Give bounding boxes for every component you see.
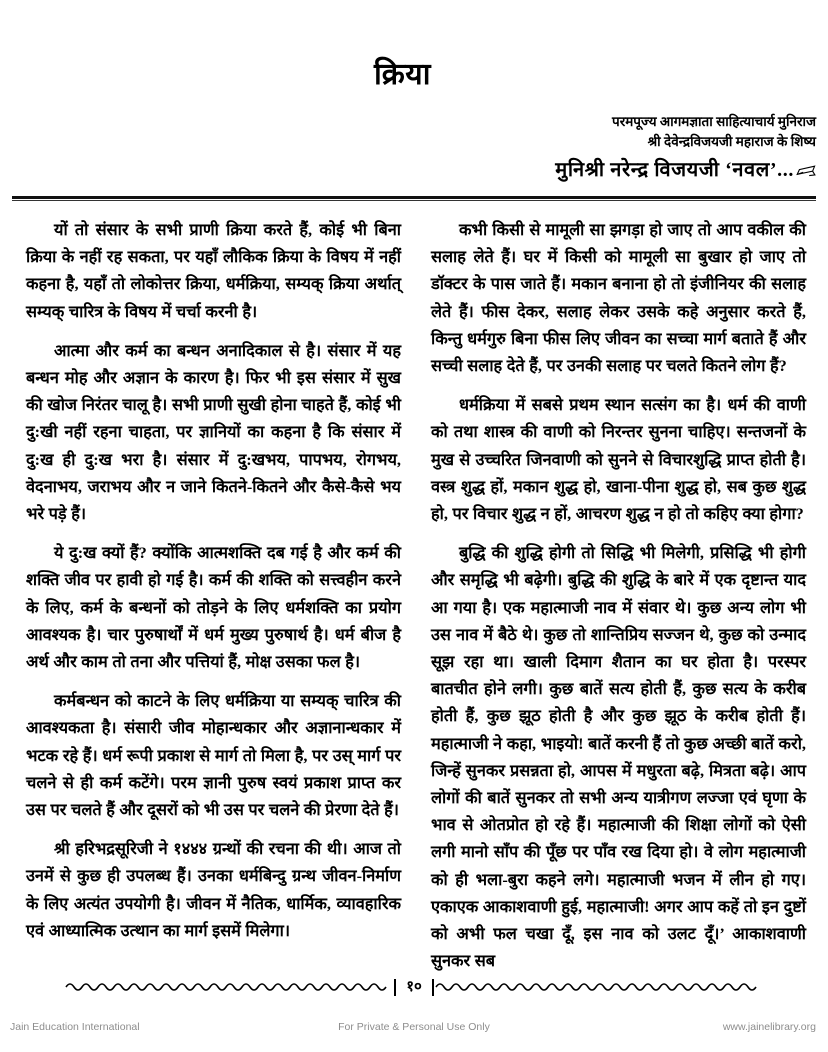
paragraph: ये दु:ख क्यों हैं? क्योंकि आत्मशक्ति दब गई है और कर्म की शक्ति जीव पर हावी हो गई है। कर्म की शक्ति को सत्त्वहीन करने के लिए, कर्म के बन्धनों को तोड़ने के लिए धर्मशक्ति का प्रयोग आवश्यक है। चार पुरुषार्थों में धर्म मुख्य पुरुषार्थ है। धर्म बीज है अर्थ और काम तो तना और पत्तियां हैं, मोक्ष उसका फल है। — [26, 543, 401, 672]
divider-thick-line — [12, 196, 816, 199]
ornament-left — [64, 979, 394, 995]
header-divider-rule — [12, 196, 816, 201]
page-title: क्रिया — [374, 58, 431, 91]
body-columns — [26, 216, 806, 971]
paragraph: आत्मा और कर्म का बन्धन अनादिकाल से है। संसार में यह बन्धन मोह और अज्ञान के कारण है। फिर भी इस संसार में सुख की खोज निरंतर चालू है। सभी प्राणी सुखी होना चाहते हैं, कोई भी दु:खी नहीं रहना चाहता, पर ज्ञानियों का कहना है कि संसार में दु:ख ही दु:ख भरा है। संसार में दु:खभय, पापभय, रोगभय, वेदनाभय, जराभय और न जाने कितने-कितने और कैसे-कैसे भय भरे पड़े हैं। — [26, 340, 401, 524]
byline-author — [396, 155, 816, 187]
paragraph: कभी किसी से मामूली सा झगड़ा हो जाए तो आप वकील की सलाह लेते हैं। घर में किसी को मामूली सा बुखार हो जाए तो डॉक्टर के पास जाते हैं। मकान बनाना हो तो इंजीनियर की सलाह लेते हैं। फीस देकर, सलाह लेकर उसके कहे अनुसार करते हैं, किन्तु धर्मगुरु बिना फीस लिए जीवन का सच्चा मार्ग बताते हैं और सच्ची सलाह देते हैं, पर उनकी सलाह पर चलते कितने लोग हैं? — [431, 220, 806, 376]
ornament-right — [434, 979, 764, 995]
paragraph: श्री हरिभद्रसूरिजी ने १४४४ ग्रन्थों की रचना की थी। आज तो उनमें से कुछ ही उपलब्ध हैं। उनका धर्मबिन्दु ग्रन्थ जीवन-निर्माण के लिए अत्यंत उपयोगी है। जीवन में नैतिक, धार्मिक, व्यावहारिक एवं आध्यात्मिक उत्थान का मार्ग इसमें मिलेगा। — [26, 839, 401, 940]
left-column — [26, 216, 401, 956]
paragraph: धर्मक्रिया में सबसे प्रथम स्थान सत्संग का है। धर्म की वाणी को तथा शास्त्र की वाणी को निरन्तर सुनना चाहिए। सन्तजनों के मुख से उच्चरित जिनवाणी को सुनने से विचारशुद्धि प्राप्त होती है। वस्त्र शुद्ध हों, मकान शुद्ध हो, खाना-पीना शुद्ध हो, सब कुछ शुद्ध हो, पर विचार शुद्ध न हों, आचरण शुद्ध न हो तो कहिए क्या होगा? — [431, 395, 806, 524]
footer-usage-notice: For Private & Personal Use Only — [338, 1021, 490, 1033]
quill-pen-icon — [796, 157, 816, 187]
byline-line-1: परमपूज्य आगमज्ञाता साहित्याचार्य मुनिराज — [612, 114, 816, 129]
paragraph: कर्मबन्धन को काटने के लिए धर्मक्रिया या सम्यक् चारित्र की आवश्यकता है। संसारी जीव मोहान्धकार और अज्ञानान्धकार में भटक रहे हैं। धर्म रूपी प्रकाश से मार्ग तो मिला है, पर उस् मार्ग पर चलने से ही कर्म कटेंगे। परम ज्ञानी पुरुष स्वयं प्रकाश प्राप्त कर उस पर चलते हैं और दूसरों को भी उस पर चलने की प्रेरणा देते हैं। — [26, 691, 401, 820]
footer-ornament-row — [0, 974, 828, 1000]
paragraph: बुद्धि की शुद्धि होगी तो सिद्धि भी मिलेगी, प्रसिद्धि भी होगी और समृद्धि भी बढ़ेगी। बुद्धि की शुद्धि के बारे में एक दृष्टान्त याद आ गया है। एक महात्माजी नाव में संवार थे। कुछ अन्य लोग भी उस नाव में बैठे थे। कुछ तो शान्तिप्रिय सज्जन थे, कुछ को उन्माद सूझ रहा था। खाली दिमाग शैतान का घर होता है। परस्पर बातचीत होने लगी। कुछ बातें सत्य होती हैं, कुछ सत्य के करीब होती हैं, कुछ झूठ होती है और कुछ झूठ के करीब होती हैं। महात्माजी ने कहा, भाइयो! बातें करनी हैं तो कुछ अच्छी बातें करो, जिन्हें सुनकर प्रसन्नता हो, आपस में मधुरता बढ़े, मित्रता बढ़े। आप लोगों की बातें सुनकर तो सभी अन्य यात्रीगण लज्जा एवं घृणा के भाव से ओतप्रोत हो रहे हैं। महात्माजी की शिक्षा लोगों को ऐसी लगी मानो साँप की पूँछ पर पाँव रख दिया हो। वे लोग महात्माजी को ही भला-बुरा कहने लगे। महात्माजी भजन में लीन हो गए। एकाएक आकाशवाणी हुई, महात्माजी! अगर आप कहें तो इन दुष्टों को अभी फल चखा दूँ, इस नाव को उलट दूँ।’ आकाशवाणी सुनकर सब — [431, 543, 806, 971]
byline-line-2: श्री देवेन्द्रविजयजी महाराज के शिष्य — [647, 133, 816, 149]
divider-thin-line — [12, 200, 816, 201]
byline — [396, 112, 816, 187]
paragraph: यों तो संसार के सभी प्राणी क्रिया करते हैं, कोई भी बिना क्रिया के नहीं रह सकता, पर यहाँ लौकिक क्रिया के विषय में नहीं कहना है, यहाँ तो लोकोत्तर क्रिया, धर्मक्रिया, सम्यक् क्रिया अर्थात् सम्यक् चारित्र के विषय में चर्चा करनी है। — [26, 220, 401, 321]
byline-author-name: मुनिश्री नरेन्द्र विजयजी ‘नवल’... — [555, 159, 794, 182]
footer-website-link[interactable]: www.jainelibrary.org — [722, 1021, 816, 1033]
page-header — [0, 0, 828, 200]
footer-organization: Jain Education International — [10, 1021, 140, 1033]
right-column — [431, 216, 806, 971]
library-footer — [0, 1015, 828, 1039]
page-number: १० — [406, 978, 422, 995]
